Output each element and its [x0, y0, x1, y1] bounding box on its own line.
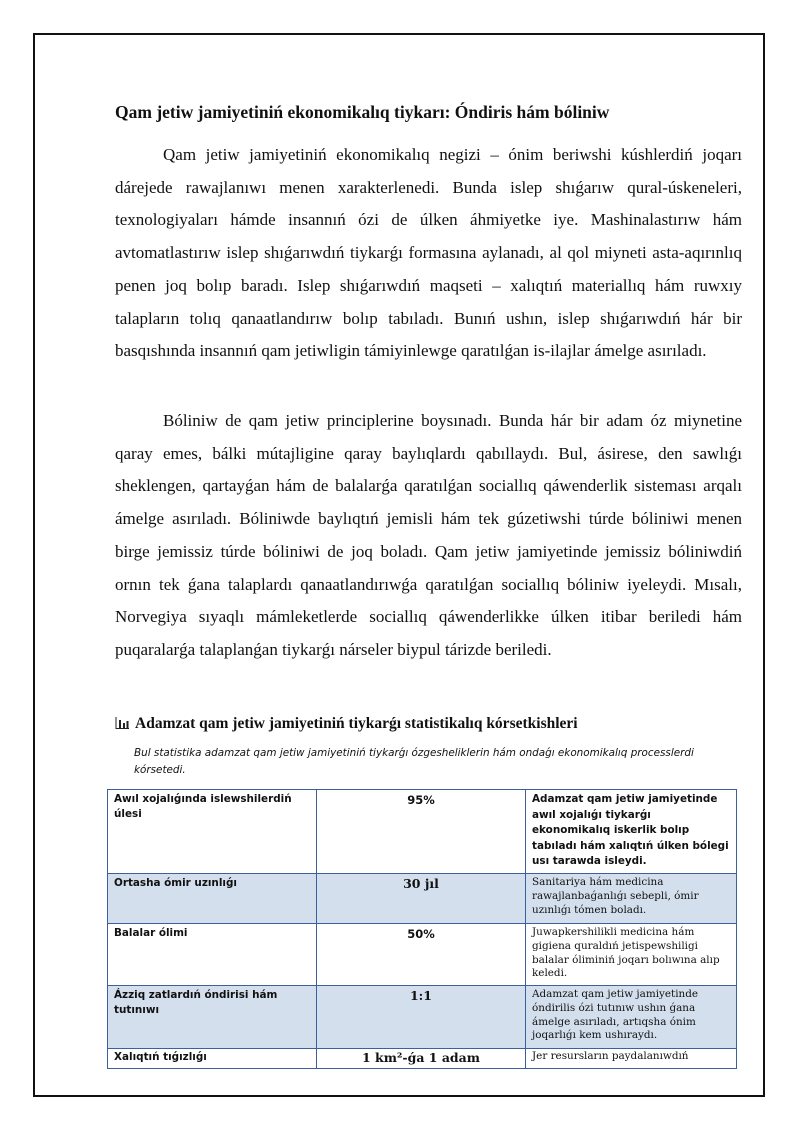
table-row	[108, 923, 737, 985]
stat-note: Adamzat qam jetiw jamiyetinde awıl xojalıǵı tiykarǵı ekonomikalıq iskerlik bolıp tabıladı hám xalıqtıń úlken bólegi usı tarawda isleydi.	[526, 790, 737, 874]
body-paragraph-2: Bóliniw de qam jetiw principlerine boysınadı. Bunda hár bir adam óz miynetine qaray emes, bálki mútajligine qaray baylıqlardı qabıllaydı. Bul, ásirese, den sawlıǵı sheklengen, qartayǵan hám de balalarǵa qaratılǵan sociallıq qáwenderlik sisteması arqalı ámelge asırıladı. Bóliniwde baylıqtıń jemisli hám tek gúzetiwshi túrde bóliniwi menen birge jemissiz túrde bóliniwi de joq boladı. Qam jetiw jamiyetinde jemissiz bóliniwdiń ornın tek ǵana talaplardı qanaatlandırıwǵa qaratılǵan sociallıq bóliniw iyeleydi. Mısalı, Norvegiya sıyaqlı mámleketlerde sociallıq qáwenderlikke úlken itibar beriledi hám puqaralarǵa talaplanǵan tiykarǵı nárseler biypul tárizde beriledi.	[115, 411, 742, 659]
stat-label: Xalıqtıń tıǵızlıǵı	[108, 1048, 317, 1068]
stat-label: Ázziq zatlardıń óndirisi hám tutınıwı	[108, 985, 317, 1048]
stat-note: Juwapkershilikli medicina hám gigiena quraldıń jetispewshiligi balalar óliminiń joqarı bolıwına alıp keledi.	[526, 923, 737, 985]
stat-value: 1:1	[317, 985, 526, 1048]
stat-note: Adamzat qam jetiw jamiyetinde óndirilis ózi tutınıw ushın ǵana ámelge asırıladı, artıqsha ónim joqarlıǵı kem ushıraydı.	[526, 985, 737, 1048]
stat-note: Sanitariya hám medicina rawajlanbaǵanlıǵı sebepli, ómir uzınlıǵı tómen boladı.	[526, 873, 737, 923]
body-paragraph-1: Qam jetiw jamiyetiniń ekonomikalıq negizi – ónim beriwshi kúshlerdiń joqarı dárejede rawajlanıwı menen xarakterlenedi. Bunda islep shıǵarıw qural-úskeneleri, texnologiyaları hámde insannıń ózi de úlken áhmiyetke iye. Mashinalastırıw hám avtomatlastırıw islep shıǵarıwdıń tiykarǵı formasına aylanadı, al qol miyneti asta-aqırınlıq penen joq bolıp baradı. Islep shıǵarıwdıń maqseti – xalıqtıń materiallıq hám ruwxıy talapların tolıq qanaatlandırıw bolıp tabıladı. Bunıń ushın, islep shıǵarıwdıń hár bir basqıshında insannıń qam jetiwligin támiyinlewge qaratılǵan is-ilajlar ámelge asırıladı.	[115, 145, 742, 361]
stat-value: 50%	[317, 923, 526, 985]
table-row	[108, 985, 737, 1048]
table-row	[108, 873, 737, 923]
stat-label: Awıl xojalıǵında islewshilerdiń úlesi	[108, 790, 317, 874]
stats-heading	[115, 715, 578, 733]
stats-table	[107, 789, 737, 1069]
stat-label: Balalar ólimi	[108, 923, 317, 985]
stat-value: 30 jıl	[317, 873, 526, 923]
table-row	[108, 790, 737, 874]
table-row	[108, 1048, 737, 1068]
stats-heading-text: Adamzat qam jetiw jamiyetiniń tiykarǵı statistikalıq kórsetkishleri	[135, 715, 578, 732]
stat-value: 1 km²-ǵa 1 adam	[317, 1048, 526, 1068]
stats-description: Bul statistika adamzat qam jetiw jamiyetiniń tiykarǵı ózgesheliklerin hám ondaǵı ekonomikalıq processlerdi kórsetedi.	[134, 747, 694, 776]
stat-label: Ortasha ómir uzınlıǵı	[108, 873, 317, 923]
bar-chart-icon	[115, 717, 129, 729]
stat-note: Jer resursların paydalanıwdıń	[526, 1048, 737, 1068]
section-title: Qam jetiw jamiyetiniń ekonomikalıq tiykarı: Óndiris hám bóliniw	[115, 102, 610, 122]
stat-value: 95%	[317, 790, 526, 874]
